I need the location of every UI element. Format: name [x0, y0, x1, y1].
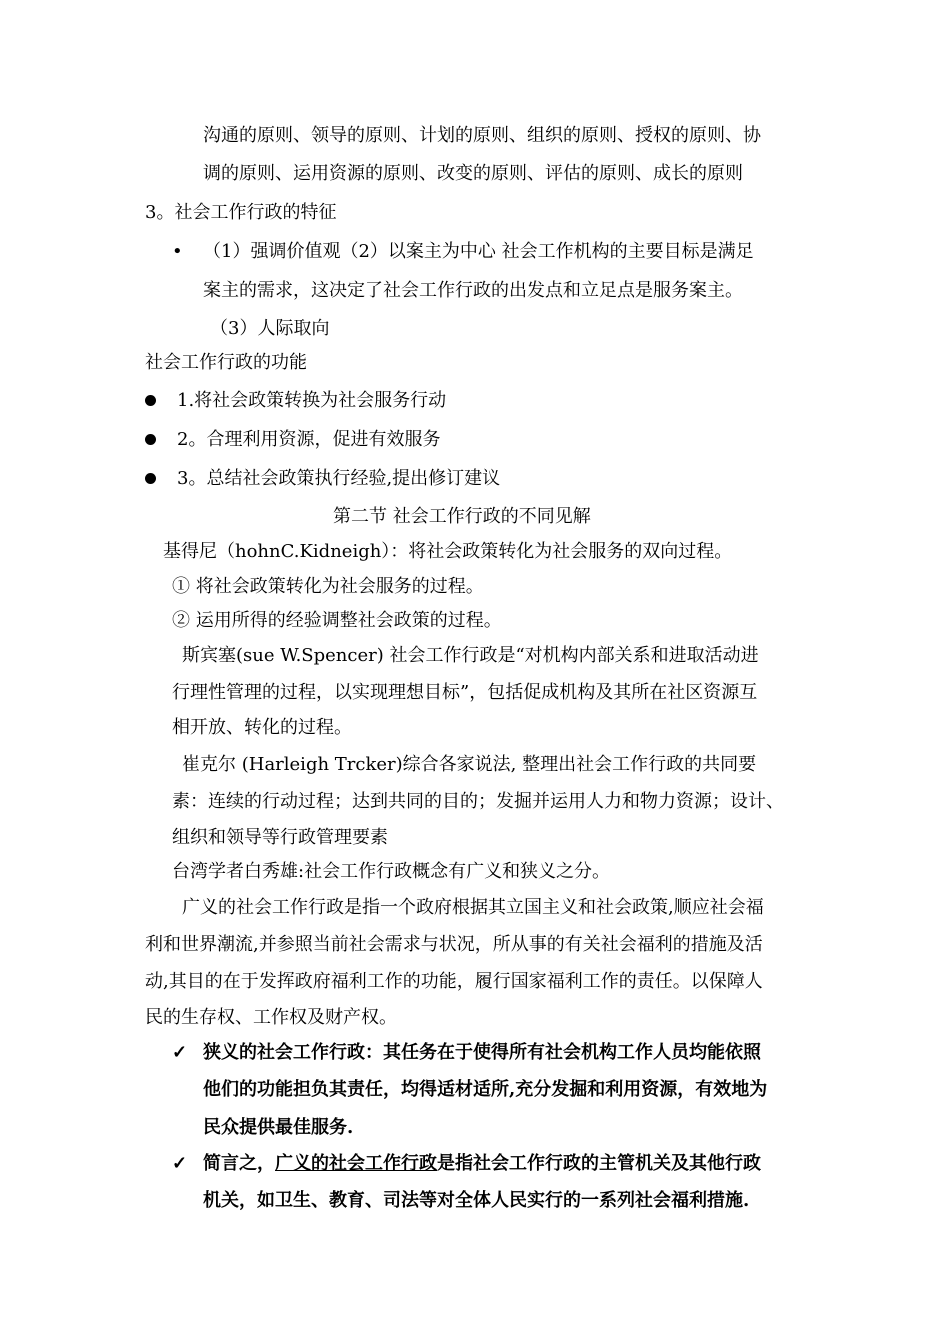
bold-text-line: [203, 1152, 761, 1176]
text-line: 台湾学者白秀雄:社会工作行政概念有广义和狭义之分。: [172, 861, 611, 882]
list-item: ② 运用所得的经验调整社会政策的过程。: [172, 610, 502, 631]
text-line: 行理性管理的过程，以实现理想目标”，包括促成机构及其所在社区资源互: [172, 682, 758, 703]
text-line: 斯宾塞(sue W.Spencer) 社会工作行政是“对机构内部关系和进取活动进: [182, 645, 759, 666]
bold-text-line: 狭义的社会工作行政：其任务在于使得所有社会机构工作人员均能依照: [203, 1042, 761, 1063]
text-line: （1）强调价值观（2）以案主为中心 社会工作机构的主要目标是满足: [203, 241, 754, 262]
text-line: 利和世界潮流,并参照当前社会需求与状况，所从事的有关社会福利的措施及活: [145, 934, 763, 955]
list-item: 1.将社会政策转换为社会服务行动: [177, 390, 447, 411]
check-icon: ✓: [172, 1153, 188, 1174]
text-line: 动,其目的在于发挥政府福利工作的功能，履行国家福利工作的责任。以保障人: [145, 971, 763, 992]
text-line: 案主的需求，这决定了社会工作行政的出发点和立足点是服务案主。: [203, 280, 743, 301]
bold-text-line: 机关，如卫生、教育、司法等对全体人民实行的一系列社会福利措施.: [203, 1190, 750, 1211]
text-line: 组织和领导等行政管理要素: [172, 827, 388, 848]
underlined-term: 广义的社会工作行政: [275, 1153, 437, 1174]
text-line: 沟通的原则、领导的原则、计划的原则、组织的原则、授权的原则、协: [203, 125, 761, 146]
text-line: 民的生存权、工作权及财产权。: [145, 1007, 397, 1028]
text-segment: 是指社会工作行政的主管机关及其他行政: [437, 1153, 761, 1174]
bullet-icon: •: [172, 241, 183, 262]
list-item: 3。总结社会政策执行经验,提出修订建议: [177, 468, 501, 489]
bullet-icon: [145, 473, 156, 484]
bullet-icon: [145, 395, 156, 406]
text-line: 崔克尔 (Harleigh Trcker)综合各家说法, 整理出社会工作行政的共同要: [182, 754, 757, 775]
bullet-icon: [145, 434, 156, 445]
text-line: （3）人际取向: [210, 318, 330, 339]
text-line: 基得尼（hohnC.Kidneigh）：将社会政策转化为社会服务的双向过程。: [163, 541, 733, 562]
text-segment: 简言之，: [203, 1153, 275, 1174]
text-line: 调的原则、运用资源的原则、改变的原则、评估的原则、成长的原则: [203, 163, 743, 184]
bold-text-line: 民众提供最佳服务.: [203, 1117, 354, 1138]
section-heading: 3。社会工作行政的特征: [145, 202, 337, 223]
text-line: 素：连续的行动过程；达到共同的目的；发掘并运用人力和物力资源；设计、: [172, 791, 784, 812]
bold-text-line: 他们的功能担负其责任，均得适材适所,充分发掘和利用资源，有效地为: [203, 1079, 768, 1100]
check-icon: ✓: [172, 1042, 188, 1063]
list-item: 2。合理利用资源，促进有效服务: [177, 429, 441, 450]
text-line: 广义的社会工作行政是指一个政府根据其立国主义和社会政策,顺应社会福: [182, 897, 764, 918]
list-item: ① 将社会政策转化为社会服务的过程。: [172, 576, 484, 597]
section-title: 第二节 社会工作行政的不同见解: [333, 506, 591, 527]
section-heading: 社会工作行政的功能: [145, 352, 307, 373]
text-line: 相开放、转化的过程。: [172, 717, 352, 738]
